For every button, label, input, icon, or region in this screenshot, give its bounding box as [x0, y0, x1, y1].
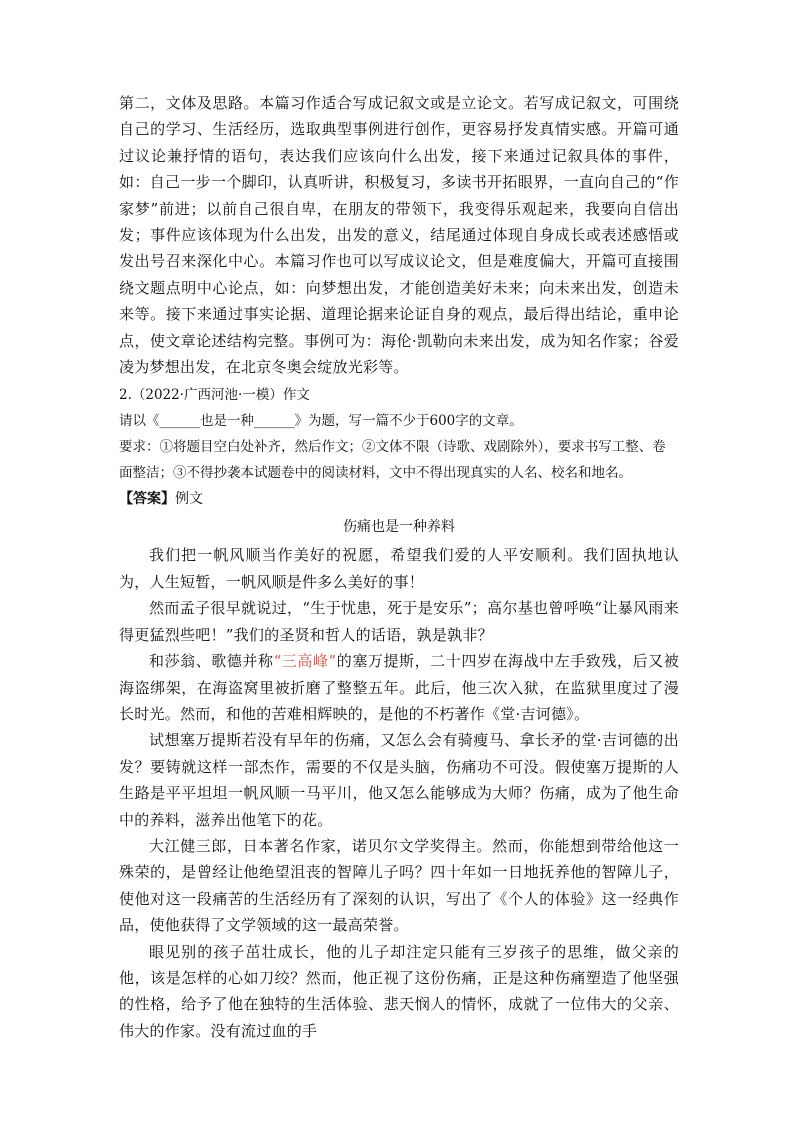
answer-tag: 【答案】: [119, 491, 175, 508]
question-requirement: 要求：①将题目空白处补齐，然后作文；②文体不限（诗歌、戏剧除外），要求书写工整、卷面整洁；③不得抄袭本试题卷中的阅读材料，文中不得出现真实的人名、校名和地名。: [119, 439, 666, 482]
essay-paragraph-3-start: 和莎翁、歌德并称: [149, 652, 274, 671]
essay-paragraph-3: [119, 648, 679, 727]
question-header: 2.（2022·广西河池·一模）作文: [119, 387, 310, 404]
section-two-paragraph: 第二，文体及思路。本篇习作适合写成记叙文或是立论文。若写成记叙文，可围绕自己的学习、生活经历，选取典型事例进行创作，更容易抒发真情实感。开篇可通过议论兼抒情的语句，表达我们应该向什么出发，接下来通过记叙具体的事件，如：自己一步一个脚印，认真听讲，积极复习，多读书开拓眼界，一直向自己的“作家梦”前进；以前自己很自卑，在朋友的带领下，我变得乐观起来，我要向自信出发；事件应该体现为什么出发，出发的意义，结尾通过体现自身成长或表述感悟或发出号召来深化中心。本篇习作也可以写成议论文，但是难度偏大，开篇可直接围绕文题点明中心论点，如：向梦想出发，才能创造美好未来；向未来出发，创造未来等。接下来通过事实论据、道理论据来论证自身的观点，最后得出结论，重申论点，使文章论述结构完整。事例可为：海伦·凯勒向未来出发，成为知名作家；谷爱凌为梦想出发，在北京冬奥会绽放光彩等。: [119, 94, 679, 377]
essay-title: 伤痛也是一种养料: [343, 519, 455, 536]
answer-line: [119, 486, 679, 512]
answer-label: 例文: [175, 491, 203, 508]
essay-paragraph-3-rest: 的塞万提斯，二十四岁在海战中左手致残，后又被海盗绑架，在海盗窝里被折磨了整整五年。此后，他三次入狱，在监狱里度过了漫长时光。然而，和他的苦难相辉映的，是他的不朽著作《堂·吉诃德》。: [119, 652, 679, 723]
three-peaks-highlight: “三高峰”: [273, 652, 337, 671]
essay-paragraph-2: 然而孟子很早就说过，“生于忧患，死于是安乐”；高尔基也曾呼唤“让暴风雨来得更猛烈些吧！”我们的圣贤和哲人的话语，孰是孰非？: [119, 599, 679, 644]
essay-paragraph-5: 大江健三郎，日本著名作家，诺贝尔文学奖得主。然而，你能想到带给他这一殊荣的，是曾经让他绝望沮丧的智障儿子吗？四十年如一日地抚养他的智障儿子，使他对这一段痛苦的生活经历有了深刻的认识，写出了《个人的体验》这一经典作品，使他获得了文学领域的这一最高荣誉。: [119, 836, 679, 935]
essay-paragraph-1: 我们把一帆风顺当作美好的祝愿，希望我们爱的人平安顺利。我们固执地认为，人生短暂，一帆风顺是件多么美好的事！: [119, 546, 679, 591]
essay-paragraph-4: 试想塞万提斯若没有早年的伤痛，又怎么会有骑瘦马、拿长矛的堂·吉诃德的出发？要铸就这样一部杰作，需要的不仅是头脑，伤痛功不可没。假使塞万提斯的人生路是平平坦坦一帆风顺一马平川，他又怎么能够成为大师？伤痛，成为了他生命中的养料，滋养出他笔下的花。: [119, 731, 679, 829]
essay-paragraph-6: 眼见别的孩子茁壮成长，他的儿子却注定只能有三岁孩子的思维，做父亲的他，该是怎样的心如刀绞？然而，他正视了这份伤痛，正是这种伤痛塑造了他坚强的性格，给予了他在独特的生活体验、悲天悯人的情怀，成就了一位伟大的父亲、伟大的作家。没有流过血的手: [119, 942, 679, 1040]
question-prompt: 请以《______也是一种______》为题，写一篇不少于600字的文章。: [119, 413, 523, 430]
document-page: [119, 90, 679, 1044]
